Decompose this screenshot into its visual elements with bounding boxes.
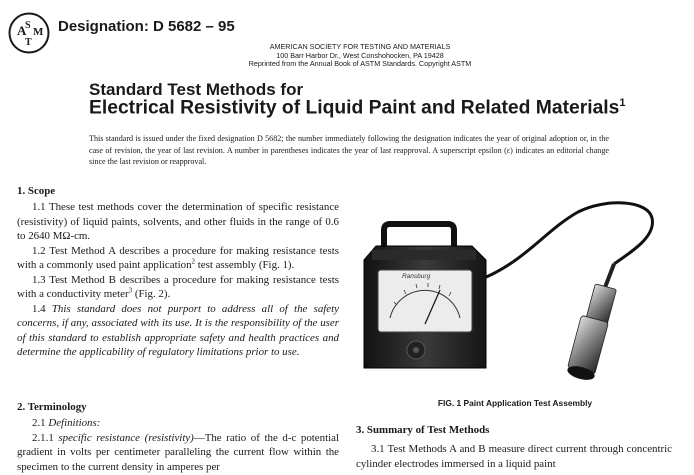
meter-brand: Ransburg — [402, 273, 431, 280]
para-1-2 — [17, 244, 339, 273]
title-text: Electrical Resistivity of Liquid Paint and Related Materials — [89, 97, 620, 119]
para-2-1-1 — [17, 431, 339, 475]
para-1-3-tail: (Fig. 2). — [132, 288, 171, 300]
para-1-3-text: 1.3 Test Method B describes a procedure for making resistance tests with a conductivity meter — [17, 273, 339, 300]
svg-text:M: M — [33, 26, 44, 38]
svg-text:S: S — [25, 20, 31, 31]
section-1-heading: 1. Scope — [17, 185, 56, 197]
para-3-1: 3.1 Test Methods A and B measure direct current through concentric cylinder electrodes immersed in a liquid paint — [356, 443, 672, 470]
section-2-body — [17, 416, 339, 474]
svg-text:A: A — [17, 23, 27, 38]
para-1-4-text: This standard does not purport to address all of the safety concerns, if any, associated with its use. It is the responsibility of the user of this standard to establish appropriate safety and health practices and determine the applicability of regulatory limitations prior to use. — [17, 302, 339, 358]
para-2-1-text: Definitions: — [48, 417, 101, 429]
para-2-1-1-text: —The ratio of the d-c potential gradient in volts per centimeter paralleling the current flow within the specimen to the current density in amperes per — [17, 431, 339, 473]
section-3-body — [356, 442, 672, 471]
para-2-1 — [17, 416, 339, 431]
footnote-3: 3 — [128, 286, 133, 295]
para-1-4 — [17, 302, 339, 360]
figure-caption: FIG. 1 Paint Application Test Assembly — [437, 398, 593, 408]
publisher-address: 100 Barr Harbor Dr., West Conshohocken, PA 19428 — [276, 50, 444, 60]
para-1-3 — [17, 273, 339, 302]
footnote-2: 2 — [191, 257, 196, 266]
term-specific-resistance: specific resistance (resistivity) — [58, 431, 194, 444]
para-1-4-num: 1.4 — [32, 302, 52, 315]
section-1-body — [17, 200, 339, 360]
title-line-1: Standard Test Methods for — [89, 80, 304, 99]
title-footnote-mark: 1 — [619, 97, 626, 109]
para-2-1-1-num: 2.1.1 — [32, 431, 59, 444]
section-3-heading: 3. Summary of Test Methods — [356, 424, 490, 436]
para-1-2-text: 1.2 Test Method A describes a procedure for making resistance tests with a commonly used paint application — [17, 244, 339, 271]
publisher-name: AMERICAN SOCIETY FOR TESTING AND MATERIALS — [269, 42, 451, 51]
standard-notice: This standard is issued under the fixed designation D 5682; the number immediately following the designation indicates the year of original adoption or, in the case of revision, the year of last revision. A number in parentheses indicates the year of last reapproval. A superscript epsilon (ε) indicates an editorial change since the last revision or reapproval. — [89, 134, 609, 166]
para-2-1-num: 2.1 — [32, 417, 49, 429]
reprint-notice: Reprinted from the Annual Book of ASTM Standards. Copyright ASTM — [248, 59, 472, 69]
title-line-2 — [89, 97, 626, 119]
para-1-1: 1.1 These test methods cover the determination of specific resistance (resistivity) of liquid paints, solvents, and other fluids in the range of 0.6 to 2640 MΩ-cm. — [17, 201, 339, 242]
para-1-2-tail: test assembly (Fig. 1). — [195, 259, 295, 271]
svg-text:T: T — [25, 37, 32, 48]
designation: Designation: D 5682 – 95 — [58, 18, 235, 35]
publisher-info — [210, 43, 510, 69]
astm-logo-icon — [8, 12, 50, 54]
paint-test-assembly-photo — [356, 190, 674, 388]
section-2-heading: 2. Terminology — [17, 401, 87, 413]
